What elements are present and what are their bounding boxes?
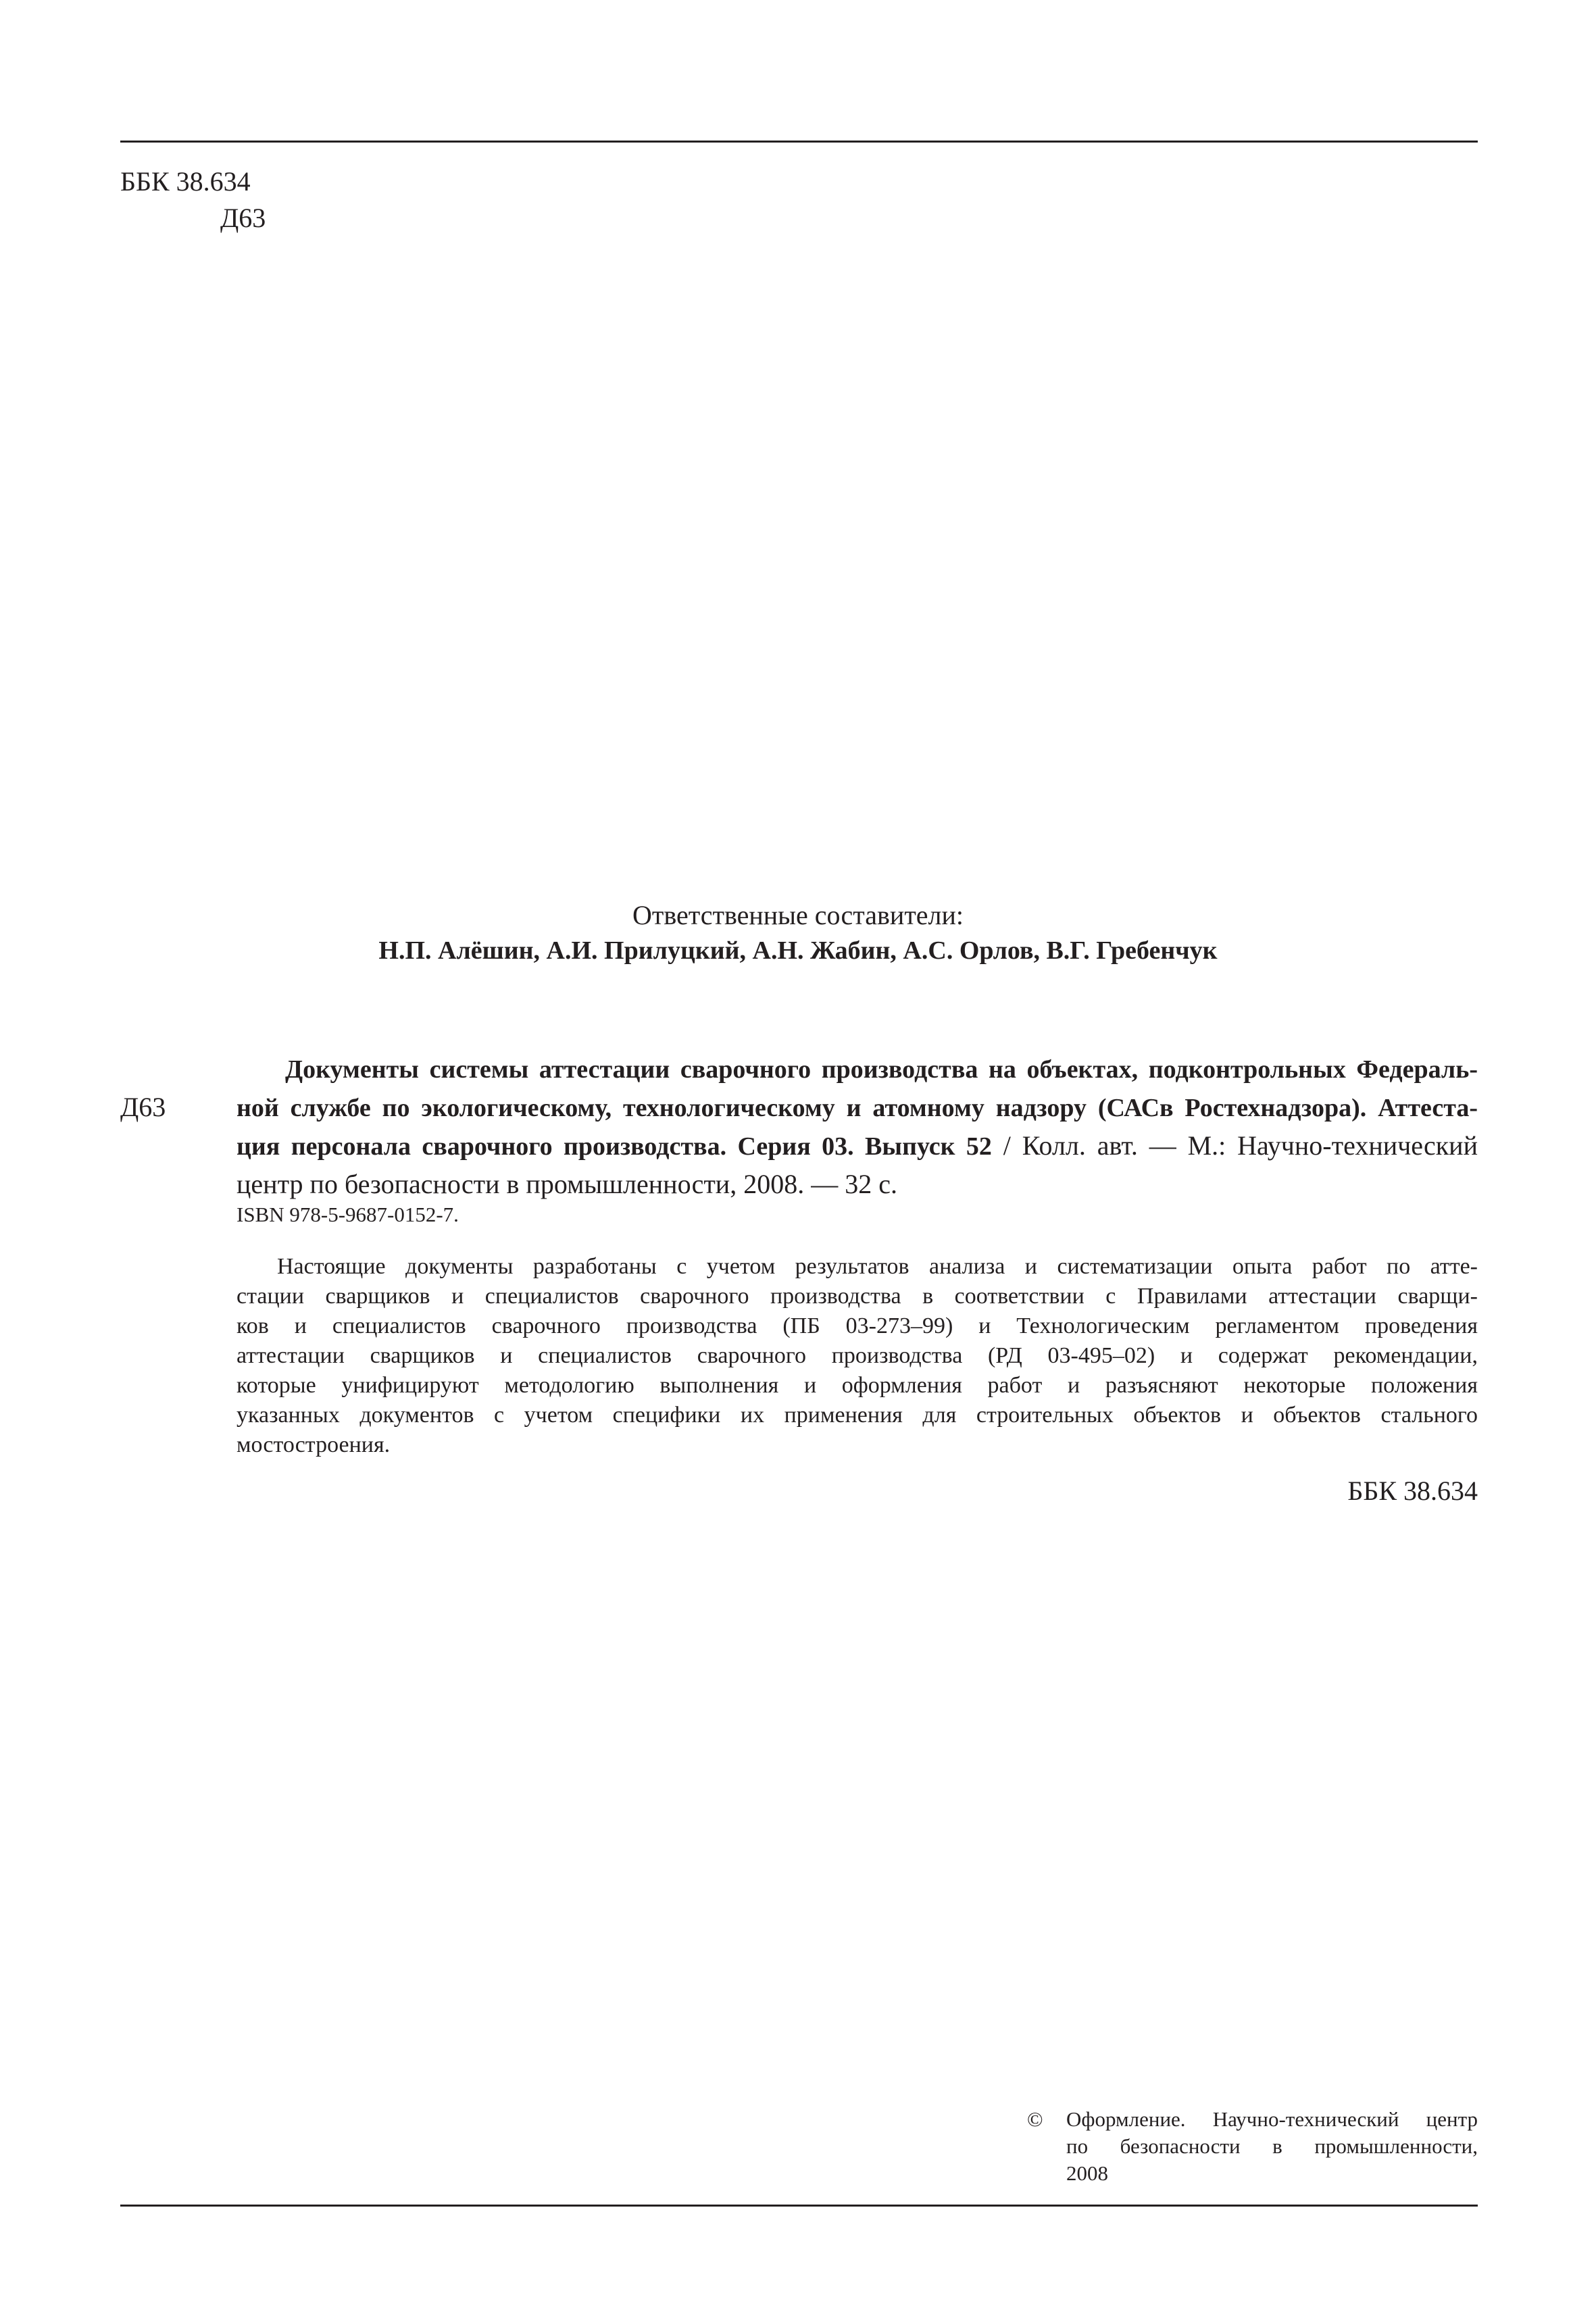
entry-title-line: ной службе по экологическому, технологическому и атомному надзору (САСв Ростехнадзора). Аттеста- (236, 1094, 1478, 1122)
copyright-line: Оформление. Научно-технический центр (1066, 2107, 1478, 2131)
compilers-names: Н.П. Алёшин, А.И. Прилуцкий, А.Н. Жабин, А.С. Орлов, В.Г. Гребенчук (378, 936, 1218, 965)
abstract-line: стации сварщиков и специалистов сварочного производства в соответствии с Правилами аттестации сварщи- (236, 1284, 1478, 1309)
compilers-label: Ответственные составители: (632, 900, 964, 930)
isbn: ISBN 978-5-9687-0152-7. (236, 1203, 459, 1226)
abstract-line: которые унифицируют методологию выполнения и оформления работ и разъясняют некоторые положения (236, 1373, 1478, 1398)
bibliographic-entry (236, 1050, 1478, 1203)
abstract-line: ков и специалистов сварочного производства (ПБ 03-273–99) и Технологическим регламентом проведения (236, 1313, 1478, 1338)
bottom-rule (120, 2205, 1478, 2207)
bbk-classification (120, 164, 266, 236)
entry-title-line: ция персонала сварочного производства. Серия 03. Выпуск 52 / Колл. авт. — М.: Научно-технический (236, 1130, 1478, 1161)
bbk-code: ББК 38.634 (120, 166, 251, 197)
copyright-line: 2008 (1066, 2161, 1108, 2185)
abstract-line: аттестации сварщиков и специалистов сварочного производства (РД 03-495–02) и содержат рекомендации, (236, 1343, 1478, 1368)
top-rule (120, 141, 1478, 143)
compilers-block (0, 899, 1596, 969)
copyright-notice (1027, 2106, 1478, 2187)
copyright-line: по безопасности в промышленности, (1066, 2134, 1478, 2158)
entry-imprint: / Колл. авт. — М.: Научно-технический (991, 1130, 1478, 1161)
entry-title-line: Документы системы аттестации сварочного производства на объектах, подконтрольных Федераль- (285, 1055, 1478, 1084)
abstract-line: указанных документов с учетом специфики их применения для строительных объектов и объектов стального (236, 1403, 1478, 1428)
author-mark-top: Д63 (220, 203, 266, 233)
abstract-line: Настоящие документы разработаны с учетом результатов анализа и систематизации опыта работ по атте- (277, 1254, 1478, 1279)
abstract (236, 1252, 1478, 1460)
entry-imprint-last: центр по безопасности в промышленности, 2008. — 32 с. (236, 1169, 897, 1199)
abstract-line: мостостроения. (236, 1432, 391, 1457)
bbk-bottom: ББК 38.634 (1347, 1476, 1478, 1506)
author-mark-entry: Д63 (120, 1092, 166, 1122)
copyright-symbol: © (1027, 2107, 1043, 2131)
